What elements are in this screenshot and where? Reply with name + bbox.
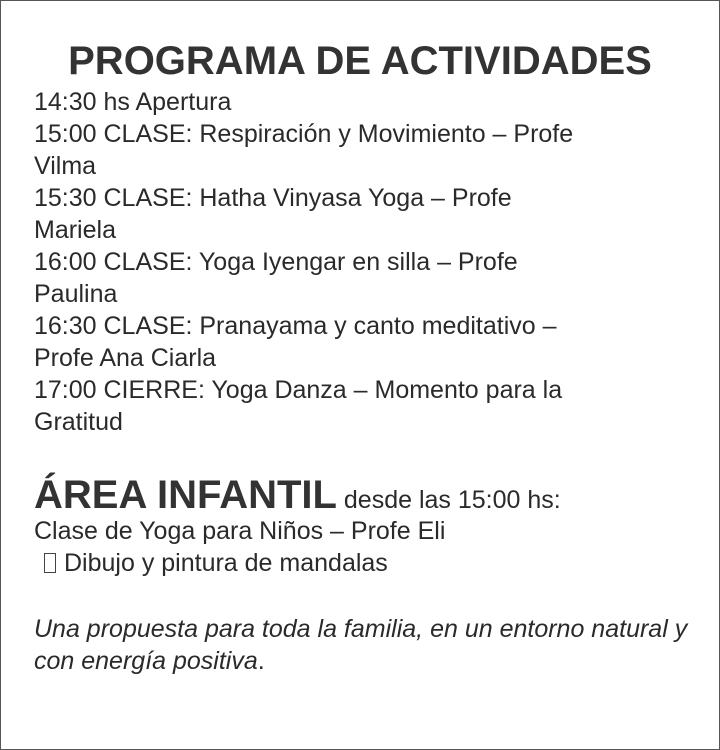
- schedule-line-1500-cont: Vilma: [34, 152, 97, 180]
- kids-activity-list: [34, 515, 445, 579]
- kids-activity-drawing-row: [34, 547, 445, 579]
- missing-glyph-icon: [44, 553, 56, 573]
- schedule-line-opening: 14:30 hs Apertura: [34, 88, 232, 116]
- kids-activity-yoga: Clase de Yoga para Niños – Profe Eli: [34, 517, 446, 545]
- schedule-line-1700-cont: Gratitud: [34, 408, 123, 436]
- schedule-line-1630-cont: Profe Ana Ciarla: [34, 344, 217, 372]
- schedule-line-1600: 16:00 CLASE: Yoga Iyengar en silla – Profe: [34, 248, 518, 276]
- schedule-line-1600-cont: Paulina: [34, 280, 118, 308]
- schedule-line-1700: 17:00 CIERRE: Yoga Danza – Momento para la: [34, 376, 563, 404]
- schedule-list: [34, 86, 684, 438]
- schedule-line-1500: 15:00 CLASE: Respiración y Movimiento – Profe: [34, 120, 574, 148]
- kids-activity-drawing: Dibujo y pintura de mandalas: [64, 549, 388, 577]
- closing-message-end: .: [257, 647, 265, 675]
- schedule-line-1530: 15:30 CLASE: Hatha Vinyasa Yoga – Profe: [34, 184, 512, 212]
- schedule-line-1530-cont: Mariela: [34, 216, 116, 244]
- schedule-line-1630: 16:30 CLASE: Pranayama y canto meditativo –: [34, 312, 557, 340]
- page-title: PROGRAMA DE ACTIVIDADES: [68, 39, 652, 83]
- closing-message: [34, 613, 694, 677]
- closing-message-text: Una propuesta para toda la familia, en un entorno natural y con energía positiva: [34, 615, 688, 675]
- kids-area-title: ÁREA INFANTIL: [34, 473, 337, 517]
- kids-area-subtitle: desde las 15:00 hs:: [336, 486, 561, 514]
